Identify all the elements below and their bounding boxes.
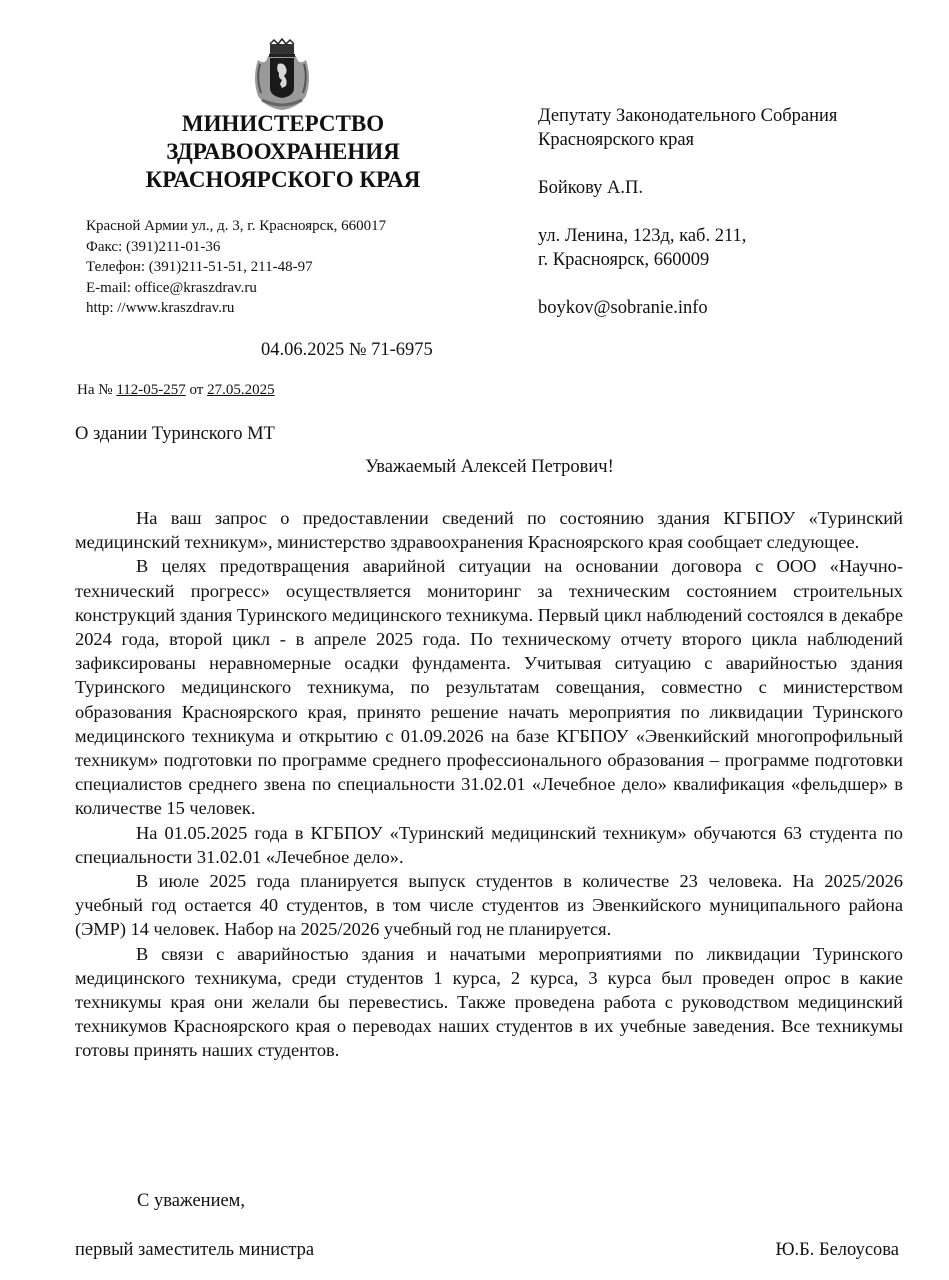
ministry-name-line: ЗДРАВООХРАНЕНИЯ [166, 139, 400, 164]
body-paragraph: В июле 2025 года планируется выпуск студентов в количестве 23 человека. На 2025/2026 учебный год остается 40 студентов, в том числе студентов из Эвенкийского муниципального района (ЭМР) 14 человек. Набор на 2025/2026 учебный год не планируется. [75, 871, 903, 940]
ministry-contacts [86, 216, 386, 319]
signatory-position: первый заместитель министра [75, 1240, 315, 1260]
recipient-name: Бойкову А.П. [538, 178, 644, 198]
body-paragraph: В связи с аварийностью здания и начатыми мероприятиями по ликвидации Туринского медицинского техникума, среди студентов 1 курса, 2 курса, 3 курса был проведен опрос в какие техникумы края они желали бы перевестись. Также проведена работа с руководством медицинский техникумов Красноярского края о переводах наших студентов в их учебные заведения. Все техникумы готовы принять наших студентов. [75, 943, 903, 1061]
reference-prefix: На № [77, 382, 117, 398]
krasnoyarsk-coat-of-arms-icon [252, 38, 312, 112]
body-paragraph: В целях предотвращения аварийной ситуации на основании договора с ООО «Научно-технический прогресс» осуществляется мониторинг за техническим состоянием строительных конструкций здания Туринского медицинского техникума. Первый цикл наблюдений состоялся в декабре 2024 года, второй цикл - в апреле 2025 года. По техническому отчету второго цикла наблюдений зафиксированы неравномерные осадки фундамента. Учитывая ситуацию с аварийностью здания Туринского медицинского техникума, по результатам совещания, совместно с министерством образования Красноярского края, принято решение начать мероприятия по ликвидации Туринского медицинского техникума и открытию с 01.09.2026 на базе КГБПОУ «Эвенкийский многопрофильный техникум» подготовки по программе среднего профессионального образования – программе подготовки специалистов среднего звена по специальности 31.02.01 «Лечебное дело» квалификация «фельдшер» в количестве 15 человек. [75, 556, 903, 819]
ministry-name [100, 110, 466, 194]
salutation: Уважаемый Алексей Петрович! [365, 457, 614, 477]
closing: С уважением, [137, 1191, 246, 1211]
reference-line [77, 382, 275, 399]
contact-email: E-mail: office@kraszdrav.ru [86, 279, 257, 296]
recipient-position: Красноярского края [538, 130, 695, 150]
body-paragraph: На ваш запрос о предоставлении сведений по состоянию здания КГБПОУ «Туринский медицинский техникум», министерство здравоохранения Красноярского края сообщает следующее. [75, 508, 903, 553]
reference-middle: от [185, 382, 208, 398]
ministry-name-line: МИНИСТЕРСТВО [181, 111, 385, 136]
recipient-address: ул. Ленина, 123д, каб. 211, [538, 226, 747, 246]
outgoing-number: 04.06.2025 № 71-6975 [261, 340, 433, 360]
recipient-position: Депутату Законодательного Собрания [538, 106, 838, 126]
signatory-name: Ю.Б. Белоусова [775, 1240, 899, 1260]
body-paragraph: На 01.05.2025 года в КГБПОУ «Туринский медицинский техникум» обучаются 63 студента по специальности 31.02.01 «Лечебное дело». [75, 822, 903, 867]
letter-body [75, 506, 903, 1063]
contact-fax: Факс: (391)211-01-36 [86, 238, 221, 255]
recipient-address: г. Красноярск, 660009 [538, 250, 710, 270]
recipient-email: boykov@sobranie.info [538, 298, 708, 318]
reference-number: 112-05-257 [116, 382, 186, 398]
contact-address: Красной Армии ул., д. 3, г. Красноярск, 660017 [86, 218, 387, 234]
ministry-name-line: КРАСНОЯРСКОГО КРАЯ [145, 167, 421, 192]
contact-phone: Телефон: (391)211-51-51, 211-48-97 [86, 259, 313, 275]
recipient-block [538, 104, 837, 320]
letter-subject: О здании Туринского МТ [75, 424, 275, 444]
reference-date: 27.05.2025 [207, 382, 275, 398]
contact-website: http: //www.kraszdrav.ru [86, 300, 235, 316]
